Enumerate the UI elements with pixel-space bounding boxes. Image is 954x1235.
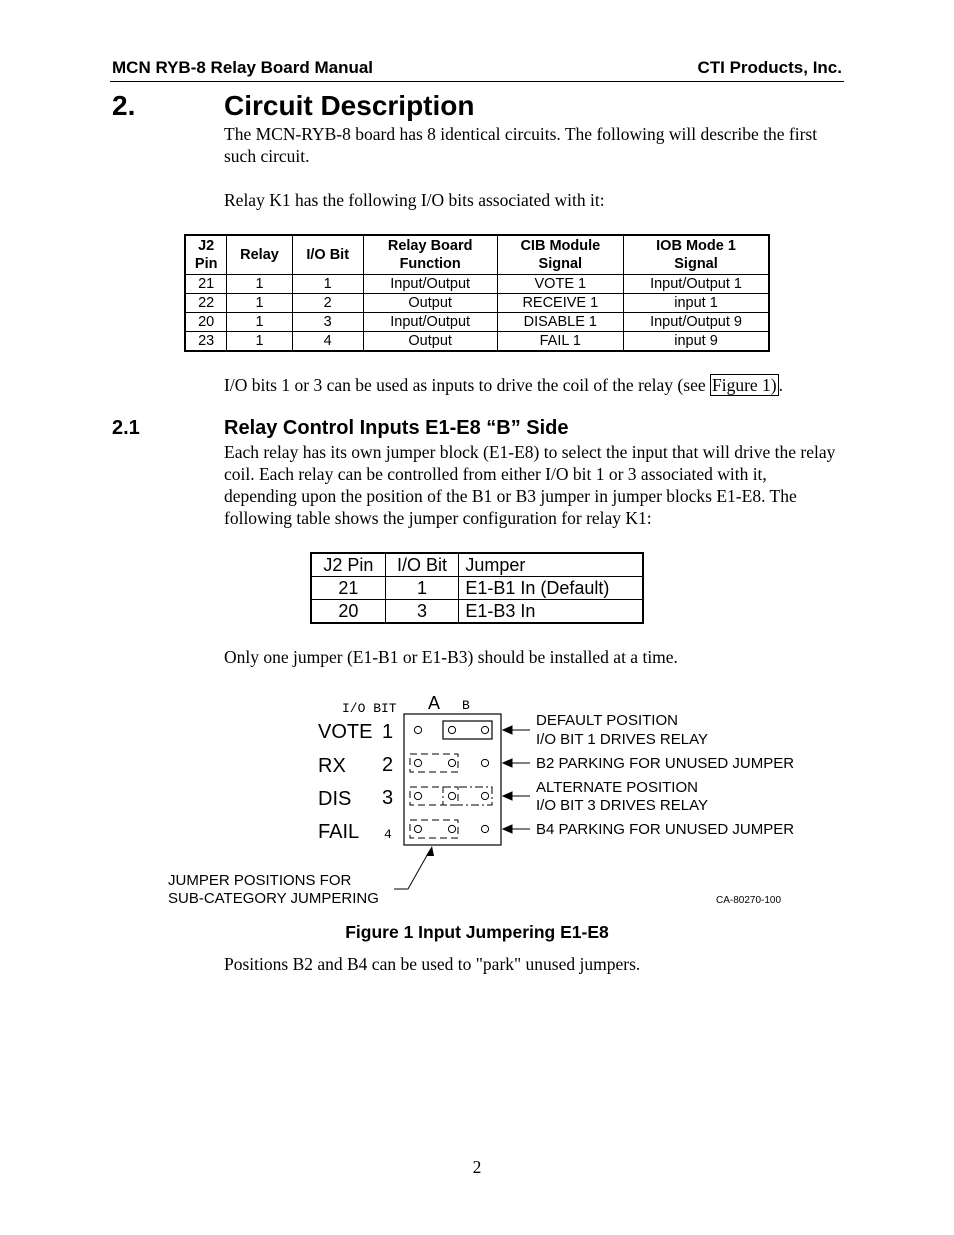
header-company: CTI Products, Inc. (697, 58, 842, 77)
jumper-table-row (311, 600, 643, 624)
io-table-cell: 4 (292, 332, 363, 352)
io-table-header-line: IOB Mode 1 (656, 238, 736, 254)
pin-2-left-icon (414, 759, 421, 766)
io-table-row (185, 313, 769, 332)
jumper-park-b4 (410, 820, 458, 838)
section-title: Circuit Description (224, 90, 475, 121)
io-table-header-line: Pin (194, 256, 218, 272)
io-table-header-line: J2 (198, 238, 215, 254)
jumper-table-header-cell: I/O Bit (385, 553, 459, 577)
io-table-header-line: Relay Board (387, 238, 473, 254)
io-table-header-line: Relay (240, 247, 279, 263)
pin-2-a-icon (448, 759, 455, 766)
io-table-cell: 1 (227, 294, 292, 313)
col-a-label: A (428, 693, 441, 713)
io-table-header-line: Function (399, 256, 461, 272)
pin-4-a-icon (448, 825, 455, 832)
io-table-header-cell (624, 235, 769, 275)
io-table-row (185, 275, 769, 294)
io-table-cell: 22 (185, 294, 227, 313)
after-table-text (224, 374, 864, 396)
jumper-park-b2 (410, 754, 458, 772)
io-table-cell: 3 (292, 313, 363, 332)
io-table-cell: input 1 (624, 294, 769, 313)
io-table-cell: 1 (227, 313, 292, 332)
header-rule (110, 81, 844, 82)
figure-1-link[interactable]: Figure 1) (711, 375, 777, 395)
io-table-header-line: I/O Bit (306, 247, 350, 263)
callout-b2: B2 PARKING FOR UNUSED JUMPER (536, 755, 795, 772)
io-table-cell: input 9 (624, 332, 769, 352)
pin-1-b-icon (481, 726, 488, 733)
io-table-cell: 21 (185, 275, 227, 294)
jumper-table-header-row (311, 553, 643, 577)
positions-leader-arrow (426, 846, 434, 856)
relay-intro: Relay K1 has the following I/O bits associated with it: (224, 190, 605, 210)
after-table-pre: I/O bits 1 or 3 can be used as inputs to drive the coil of the relay (see (224, 375, 710, 395)
pin-4-b-icon (481, 825, 488, 832)
io-table-header-cell (185, 235, 227, 275)
jumper-table-cell: E1-B3 In (459, 600, 643, 624)
jumper-left-b3 (410, 787, 458, 805)
io-bit-table (184, 234, 770, 352)
row-label-dis: DIS (318, 788, 352, 810)
io-table-row (185, 294, 769, 313)
io-table-header-line: CIB Module (520, 238, 601, 254)
positions-leader-line (394, 850, 430, 889)
pin-3-a-icon (448, 792, 455, 799)
jumper-table-header-cell: Jumper (459, 553, 643, 577)
subsection-number: 2.1 (112, 417, 140, 439)
jumper-table-cell: E1-B1 In (Default) (459, 577, 643, 600)
positions-label-1: JUMPER POSITIONS FOR (168, 872, 352, 889)
io-table-cell: Input/Output 1 (624, 275, 769, 294)
jumper-table-cell: 20 (311, 600, 385, 624)
pin-4-left-icon (414, 825, 421, 832)
row-bit-2: 2 (382, 754, 394, 776)
callout-default-1: DEFAULT POSITION (536, 712, 678, 729)
col-b-label: B (462, 698, 470, 713)
io-table-cell: 1 (227, 275, 292, 294)
page-number: 2 (472, 1157, 482, 1177)
subsection-title: Relay Control Inputs E1-E8 “B” Side (224, 417, 569, 439)
header-manual-title: MCN RYB-8 Relay Board Manual (112, 58, 374, 77)
io-table-cell: Input/Output (363, 275, 497, 294)
subsection-body: Each relay has its own jumper block (E1-E8) to select the input that will drive the relay coil. Each relay can be controlled from either I/O bit 1 or 3 associated with it, depending upon the position of the B1 or B3 jumper in jumper blocks E1-E8. The following table shows the jumper configuration for relay K1: (224, 442, 836, 528)
io-table-cell: 2 (292, 294, 363, 313)
pin-2-b-icon (481, 759, 488, 766)
io-table-header-line: Signal (538, 256, 583, 272)
jumper-config-table (310, 552, 644, 624)
drawing-number: CA-80270-100 (716, 895, 782, 906)
section-intro: The MCN-RYB-8 board has 8 identical circuits. The following will describe the first such circuit. (224, 124, 818, 166)
row-bit-3: 3 (382, 787, 394, 809)
io-table-header-line: Signal (674, 256, 718, 272)
callout-b4: B4 PARKING FOR UNUSED JUMPER (536, 821, 795, 838)
jumper-table-cell: 1 (385, 577, 459, 600)
io-table-cell: DISABLE 1 (497, 313, 624, 332)
figure-caption: Figure 1 Input Jumpering E1-E8 (345, 922, 609, 942)
io-table-cell: Input/Output (363, 313, 497, 332)
io-table-cell: 1 (227, 332, 292, 352)
section-number: 2. (112, 90, 136, 121)
io-table-row (185, 332, 769, 352)
callout-alt-1: ALTERNATE POSITION (536, 779, 698, 796)
pin-1-a-icon (448, 726, 455, 733)
io-table-cell: FAIL 1 (497, 332, 624, 352)
io-table-header-cell (363, 235, 497, 275)
figure-after-text: Positions B2 and B4 can be used to "park" unused jumpers. (224, 954, 641, 974)
io-table-cell: VOTE 1 (497, 275, 624, 294)
io-table-cell: 1 (292, 275, 363, 294)
row-bit-1: 1 (382, 721, 394, 743)
row-label-fail: FAIL (318, 821, 360, 843)
io-table-cell: 23 (185, 332, 227, 352)
io-table-header-row (185, 235, 769, 275)
row-bit-4: 4 (384, 827, 392, 842)
io-table-cell: Input/Output 9 (624, 313, 769, 332)
jumper-note: Only one jumper (E1-B1 or E1-B3) should be installed at a time. (224, 647, 678, 667)
jumper-table-cell: 21 (311, 577, 385, 600)
io-table-cell: 20 (185, 313, 227, 332)
jumper-alt-b3 (443, 787, 492, 805)
pin-3-left-icon (414, 792, 421, 799)
row-label-vote: VOTE (318, 721, 373, 743)
jumper-default-b1 (443, 721, 492, 739)
io-bit-label: I/O BIT (342, 701, 397, 716)
after-table-post: . (778, 375, 784, 395)
io-table-cell: RECEIVE 1 (497, 294, 624, 313)
pin-3-b-icon (481, 792, 488, 799)
jumper-figure (0, 680, 954, 920)
io-table-cell: Output (363, 332, 497, 352)
io-table-header-cell (227, 235, 292, 275)
jumper-table-cell: 3 (385, 600, 459, 624)
callout-default-2: I/O BIT 1 DRIVES RELAY (536, 731, 709, 748)
io-table-cell: Output (363, 294, 497, 313)
jumper-table-header-cell: J2 Pin (311, 553, 385, 577)
jumper-table-row (311, 577, 643, 600)
row-label-rx: RX (318, 755, 346, 777)
positions-label-2: SUB-CATEGORY JUMPERING (168, 890, 379, 907)
io-table-header-cell (497, 235, 624, 275)
pin-1-left-icon (414, 726, 421, 733)
io-table-header-cell (292, 235, 363, 275)
callout-alt-2: I/O BIT 3 DRIVES RELAY (536, 797, 709, 814)
